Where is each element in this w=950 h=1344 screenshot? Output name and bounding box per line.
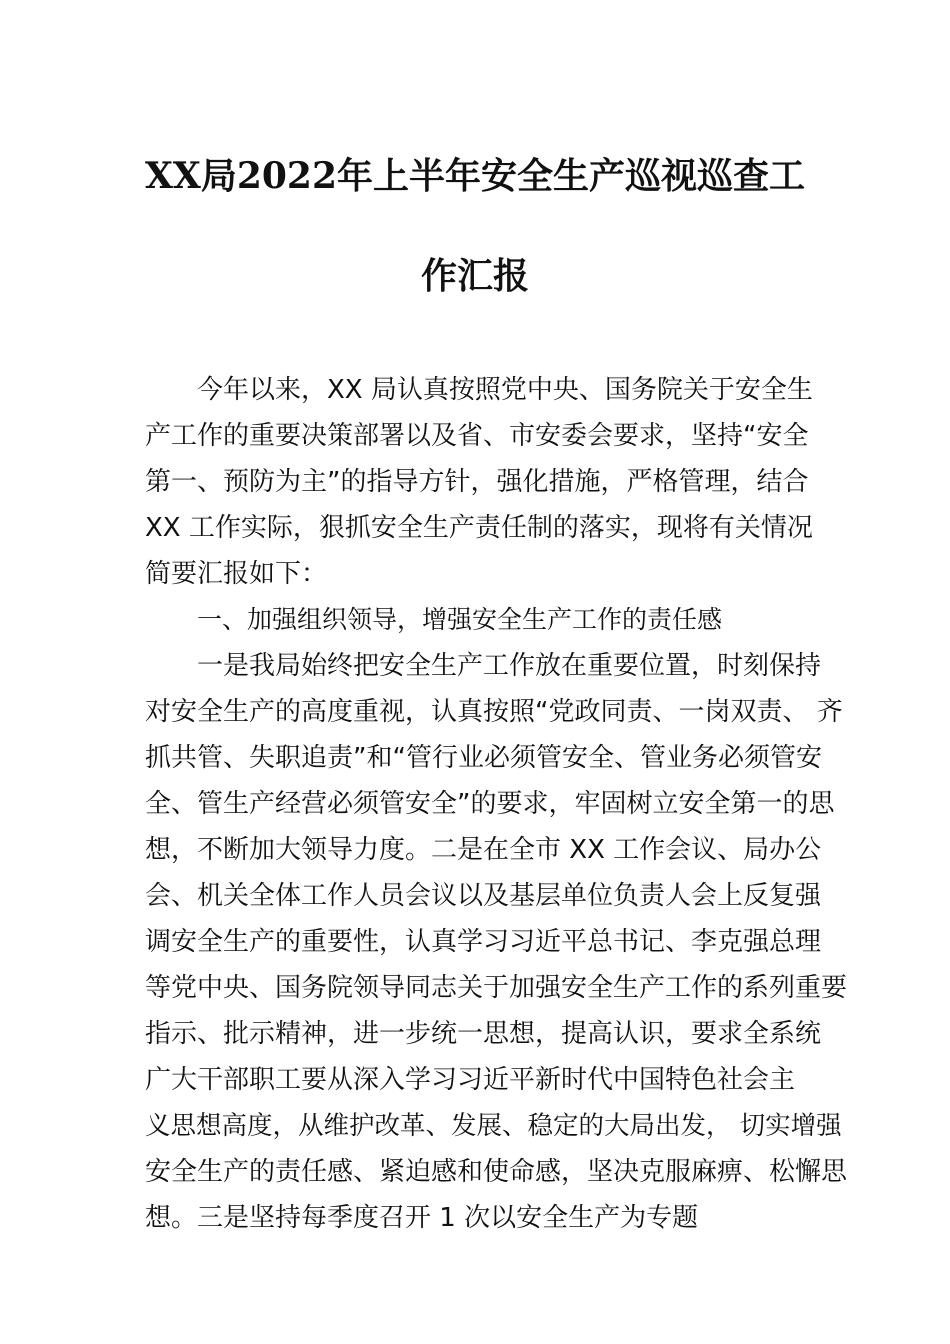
body-line: XX 工作实际，狠抓安全生产责任制的落实，现将有关情况 — [145, 513, 813, 543]
section-heading: 一、加强组织领导，增强安全生产工作的责任感 — [197, 605, 723, 634]
document-title-line-1: XX局2022年上半年安全生产巡视巡查工 — [144, 155, 806, 197]
body-line: 等党中央、国务院领导同志关于加强安全生产工作的系列重要 — [145, 973, 848, 1003]
document-title-line-2: 作汇报 — [420, 255, 529, 297]
body-line: 全、管生产经营必须管安全”的要求，牢固树立安全第一的思 — [145, 789, 835, 819]
body-line: 对安全生产的高度重视，认真按照“党政同责、一岗双责、 齐 — [145, 697, 843, 727]
body-line: 指示、批示精神，进一步统一思想，提高认识，要求全系统 — [145, 1019, 822, 1049]
body-line: 调安全生产的重要性，认真学习习近平总书记、李克强总理 — [145, 927, 822, 957]
body-line: 简要汇报如下： — [145, 559, 328, 589]
body-line: 想。三是坚持每季度召开 1 次以安全生产为专题 — [145, 1203, 699, 1233]
body-line: 一是我局始终把安全生产工作放在重要位置，时刻保持 — [197, 651, 822, 681]
body-line: 抓共管、失职追责”和“管行业必须管安全、管业务必须管安 — [145, 743, 822, 773]
body-line: 广大干部职工要从深入学习习近平新时代中国特色社会主 — [145, 1065, 796, 1095]
body-line: 产工作的重要决策部署以及省、市安委会要求，坚持“安全 — [145, 421, 809, 451]
body-line: 第一、预防为主”的指导方针，强化措施，严格管理，结合 — [145, 467, 809, 497]
body-line: 今年以来，XX 局认真按照党中央、国务院关于安全生 — [197, 375, 813, 405]
body-line: 想，不断加大领导力度。二是在全市 XX 工作会议、局办公 — [145, 835, 822, 865]
body-line: 安全生产的责任感、紧迫感和使命感，坚决克服麻痹、松懈思 — [145, 1157, 848, 1187]
body-line: 义思想高度，从维护改革、发展、稳定的大局出发， 切实增强 — [145, 1111, 842, 1141]
body-line: 会、机关全体工作人员会议以及基层单位负责人会上反复强 — [145, 881, 822, 911]
